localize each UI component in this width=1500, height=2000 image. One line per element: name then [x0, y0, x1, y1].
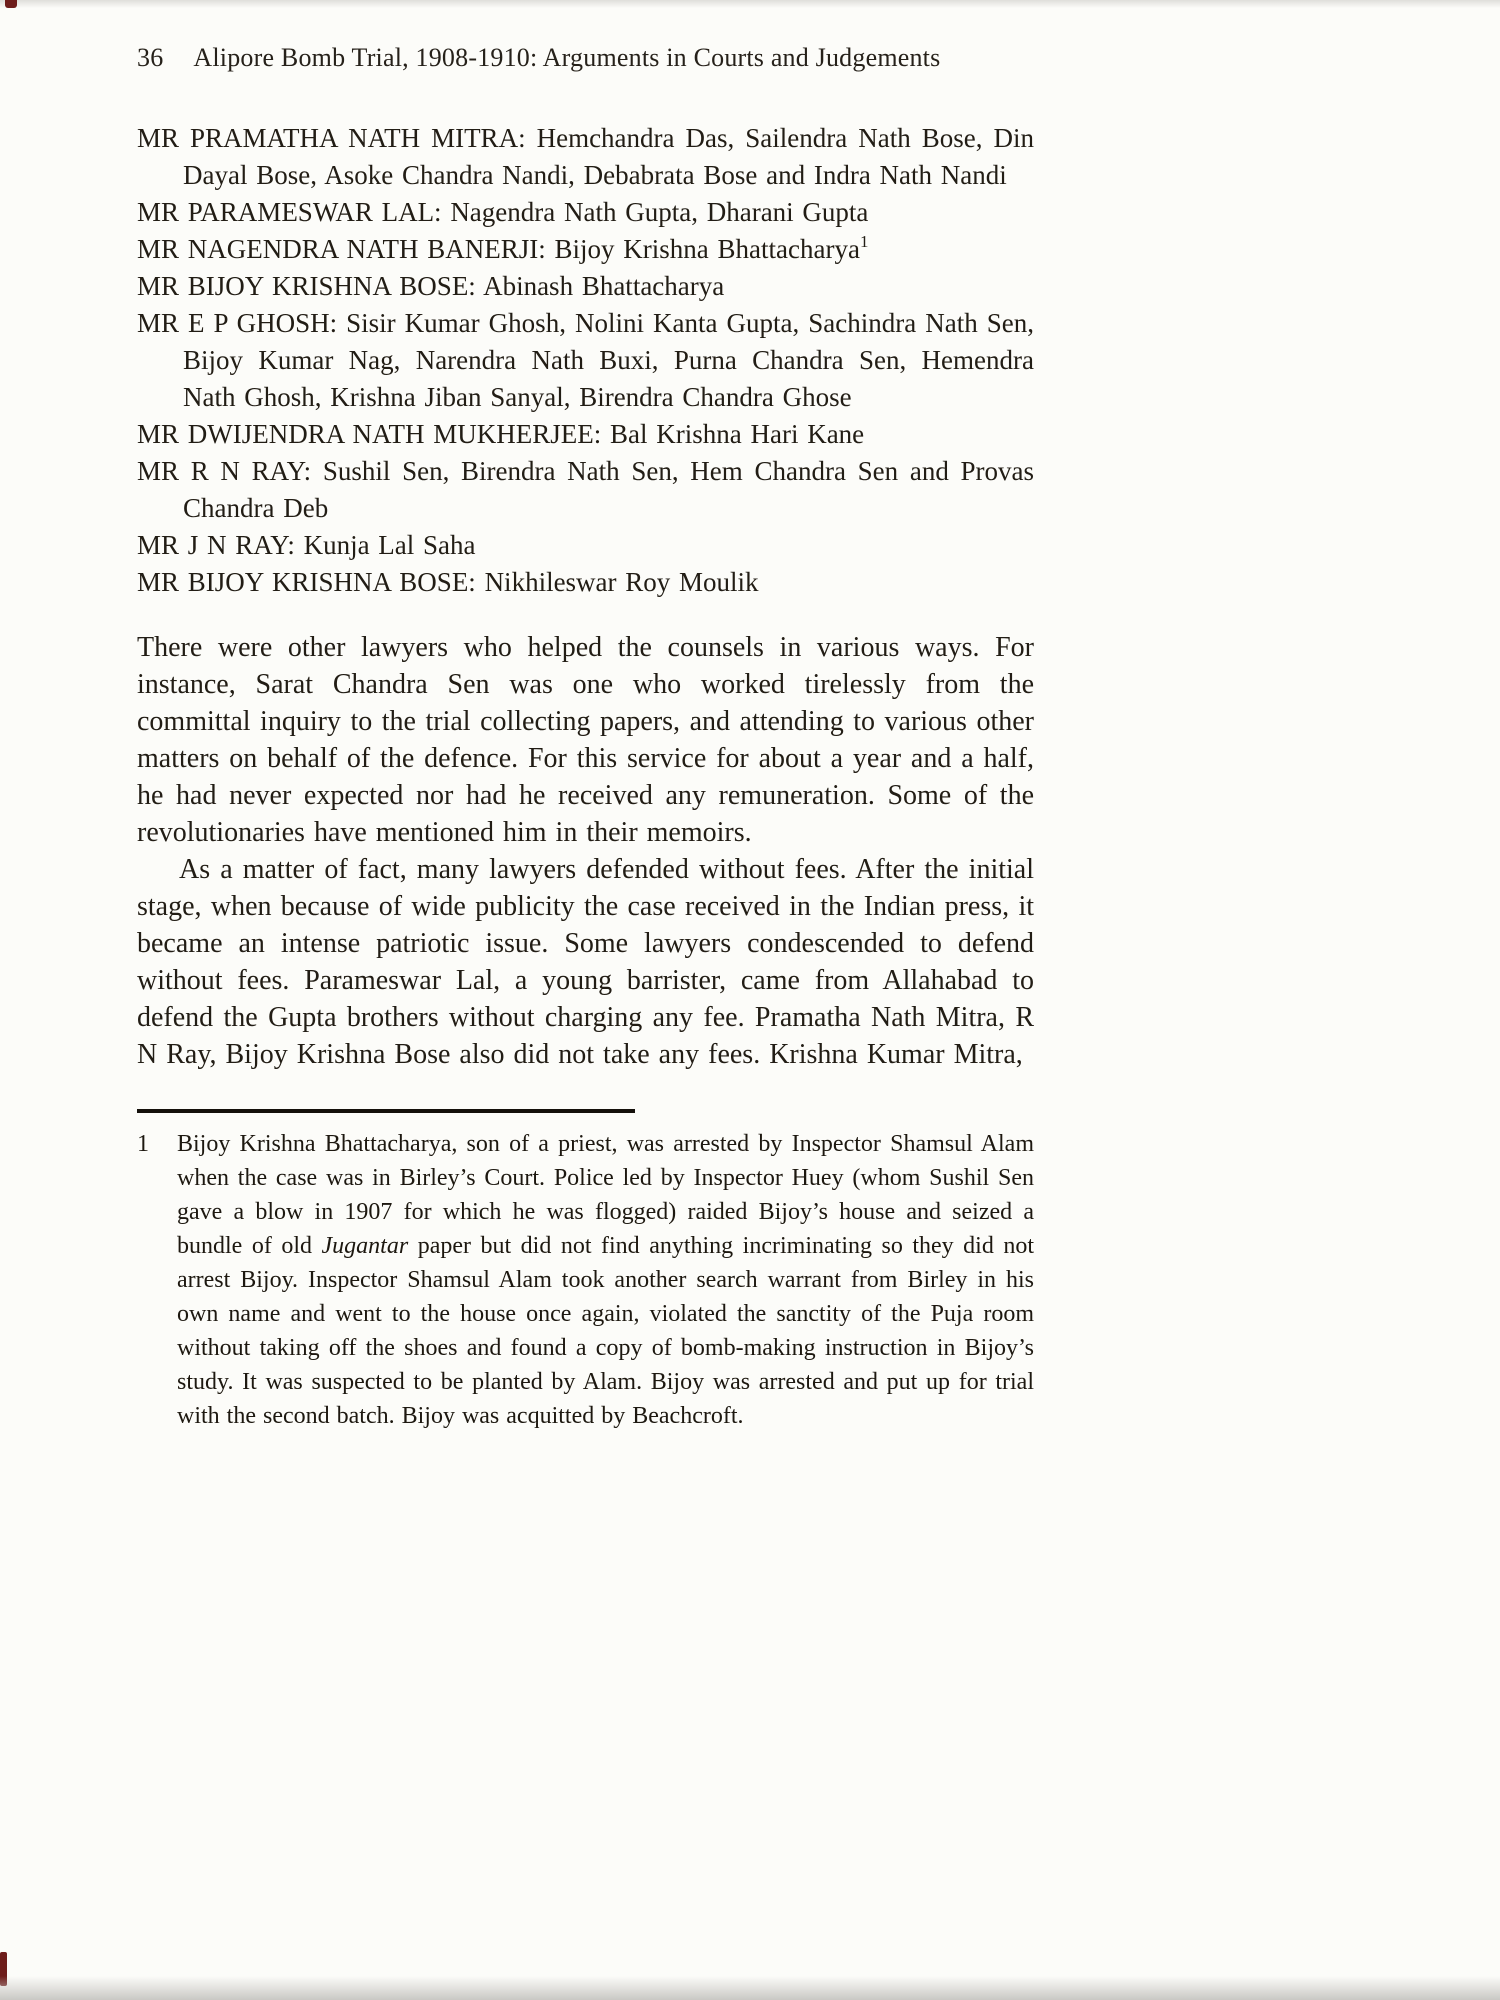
- footnote-divider: [137, 1109, 635, 1113]
- footnote-text-part2: paper but did not find anything incriminating so they did not arrest Bijoy. Inspector Shamsul Alam took another search warrant from Birley in his own name and went to the house once again, violated the sanctity of the Puja room without taking off the shoes and found a copy of bomb-making instruction in Bijoy’s study. It was suspected to be planted by Alam. Bijoy was arrested and put up for trial with the second batch. Bijoy was acquitted by Beachcroft.: [177, 1233, 1035, 1429]
- page-content: [137, 42, 1034, 1433]
- scan-artifact-top-edge: [0, 0, 1500, 8]
- counsel-entry: [137, 564, 1034, 601]
- body-paragraph: There were other lawyers who helped the counsels in various ways. For instance, Sarat Chandra Sen was one who worked tirelessly from the committal inquiry to the trial collecting papers, and attending to various other matters on behalf of the defence. For this service for about a year and a half, he had never expected nor had he received any remuneration. Some of the revolutionaries have mentioned him in their memoirs.: [137, 632, 1034, 848]
- counsel-entry: [137, 416, 1034, 453]
- counsel-entry: [137, 194, 1034, 231]
- counsel-name: MR BIJOY KRISHNA BOSE:: [137, 567, 476, 597]
- counsel-name: MR E P GHOSH:: [137, 308, 338, 338]
- counsel-name: MR J N RAY:: [137, 530, 295, 560]
- footnote-ref: 1: [859, 232, 869, 251]
- counsel-clients: Bijoy Krishna Bhattacharya: [554, 234, 860, 264]
- running-title: Alipore Bomb Trial, 1908-1910: Arguments in Courts and Judgements: [193, 43, 941, 72]
- footnote-text: [177, 1131, 1034, 1429]
- counsel-entry: [137, 120, 1034, 194]
- counsel-clients: Hemchandra Das, Sailendra Nath Bose, Din Dayal Bose, Asoke Chandra Nandi, Debabrata Bose and Indra Nath Nandi: [183, 123, 1034, 190]
- counsel-entry: [137, 268, 1034, 305]
- counsel-name: MR DWIJENDRA NATH MUKHERJEE:: [137, 419, 602, 449]
- counsel-name: MR BIJOY KRISHNA BOSE:: [137, 271, 476, 301]
- running-header: [137, 42, 1034, 74]
- counsel-name: MR NAGENDRA NATH BANERJI:: [137, 234, 546, 264]
- counsel-name: MR PRAMATHA NATH MITRA:: [137, 123, 526, 153]
- counsel-list: [137, 120, 1034, 601]
- page-number: 36: [137, 43, 164, 72]
- counsel-clients: Nagendra Nath Gupta, Dharani Gupta: [450, 197, 869, 227]
- counsel-clients: Kunja Lal Saha: [303, 530, 476, 560]
- counsel-clients: Abinash Bhattacharya: [483, 271, 725, 301]
- counsel-entry: [137, 453, 1034, 527]
- footnote-number: 1: [137, 1131, 149, 1157]
- counsel-clients: Bal Krishna Hari Kane: [610, 419, 865, 449]
- counsel-name: MR PARAMESWAR LAL:: [137, 197, 442, 227]
- footnote: [137, 1127, 1034, 1433]
- counsel-entry: [137, 527, 1034, 564]
- counsel-entry: [137, 305, 1034, 416]
- counsel-clients: Sushil Sen, Birendra Nath Sen, Hem Chandra Sen and Provas Chandra Deb: [183, 456, 1035, 523]
- scan-artifact-bottom-edge: [0, 1976, 1500, 2000]
- counsel-entry: [137, 231, 1034, 268]
- counsel-clients: Sisir Kumar Ghosh, Nolini Kanta Gupta, Sachindra Nath Sen, Bijoy Kumar Nag, Narendra Nath Buxi, Purna Chandra Sen, Hemendra Nath Ghosh, Krishna Jiban Sanyal, Birendra Chandra Ghose: [183, 308, 1034, 412]
- footnote-italic-title: Jugantar: [321, 1233, 409, 1259]
- body-paragraph: As a matter of fact, many lawyers defended without fees. After the initial stage, when because of wide publicity the case received in the Indian press, it became an intense patriotic issue. Some lawyers condescended to defend without fees. Parameswar Lal, a young barrister, came from Allahabad to defend the Gupta brothers without charging any fee. Pramatha Nath Mitra, R N Ray, Bijoy Krishna Bose also did not take any fees. Krishna Kumar Mitra,: [137, 854, 1034, 1070]
- scan-artifact-corner-mark: [5, 0, 17, 8]
- footnote-text-part1: Bijoy Krishna Bhattacharya, son of a priest, was arrested by Inspector Shamsul Alam when the case was in Birley’s Court. Police led by Inspector Huey (whom Sushil Sen gave a blow in 1907 for which he was flogged) raided Bijoy’s house and seized a bundle of old: [177, 1131, 1034, 1259]
- counsel-clients: Nikhileswar Roy Moulik: [484, 567, 759, 597]
- counsel-name: MR R N RAY:: [137, 456, 312, 486]
